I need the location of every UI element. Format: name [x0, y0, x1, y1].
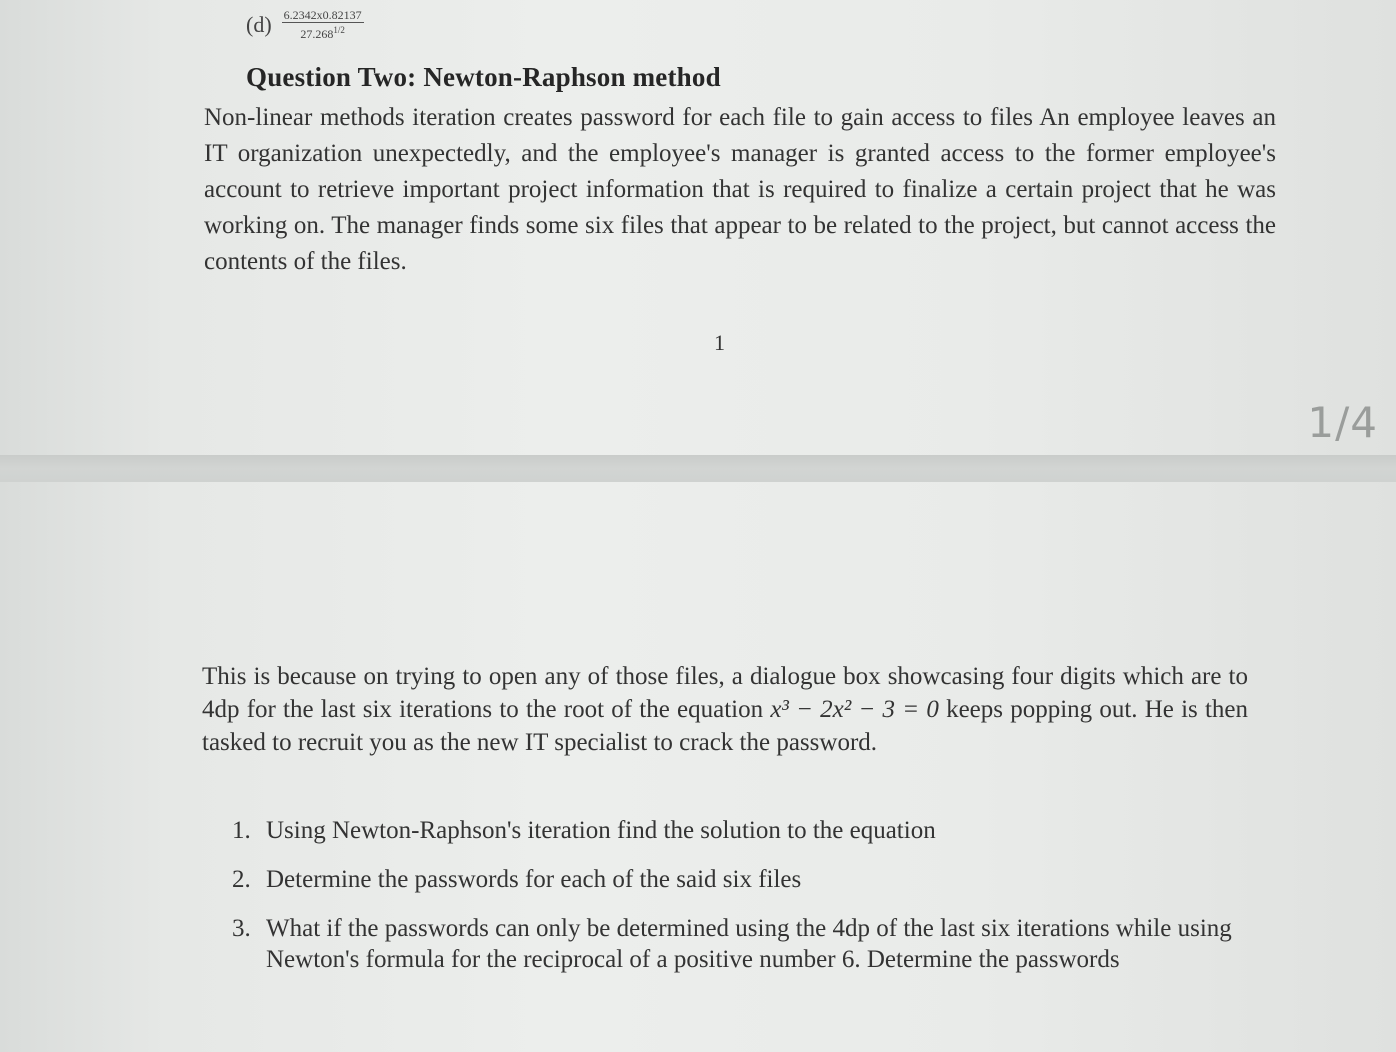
list-item-text: Using Newton-Raphson's iteration find the solution to the equation — [266, 817, 936, 844]
denominator-base: 27.268 — [300, 27, 334, 41]
question-body: Non-linear methods iteration creates password for each file to gain access to files An employee leaves an IT organization unexpectedly, and the employee's manager is granted access to the former employee's account to retrieve important project information that is required to finalize a certain project that he was working on. The manager finds some six files that appear to be related to the project, but cannot access the contents of the files. — [204, 104, 1276, 275]
list-item — [232, 864, 1242, 895]
list-item-text: What if the passwords can only be determined using the 4dp of the last six iterations while using Newton's formula for the reciprocal of a positive number 6. Determine the passwords — [266, 915, 1232, 973]
problem-paragraph — [202, 660, 1248, 759]
fraction-expression — [282, 8, 364, 41]
document-page-1 — [0, 0, 1396, 455]
fraction-denominator — [300, 23, 345, 41]
subpart-d — [246, 8, 364, 41]
list-item — [232, 913, 1242, 975]
paragraph-text-after: keeps popping out. He is then tasked to recruit you as the new IT specialist to crack the password. — [202, 696, 1249, 756]
denominator-exponent: 1/2 — [333, 25, 345, 35]
task-list — [232, 815, 1242, 993]
list-item-text: Determine the passwords for each of the said six files — [266, 866, 802, 893]
list-item-number: 1. — [232, 817, 251, 844]
list-item-number: 3. — [232, 915, 251, 942]
fraction-numerator: 6.2342x0.82137 — [283, 8, 362, 22]
subpart-label: (d) — [246, 11, 272, 37]
question-title: Question Two: Newton-Raphson method — [246, 62, 721, 92]
paragraph-text-before: This is because on trying to open any of those files, a dialogue box showcasing four digits which are to 4dp for the last six iterations to the root of the equation — [202, 663, 1248, 723]
equation: x³ − 2x² − 3 = 0 — [770, 696, 939, 723]
page-counter: 1/4 — [1307, 398, 1378, 447]
list-item — [232, 815, 1242, 846]
page-number: 1 — [714, 330, 725, 355]
page-separator — [0, 455, 1396, 482]
list-item-number: 2. — [232, 866, 251, 893]
